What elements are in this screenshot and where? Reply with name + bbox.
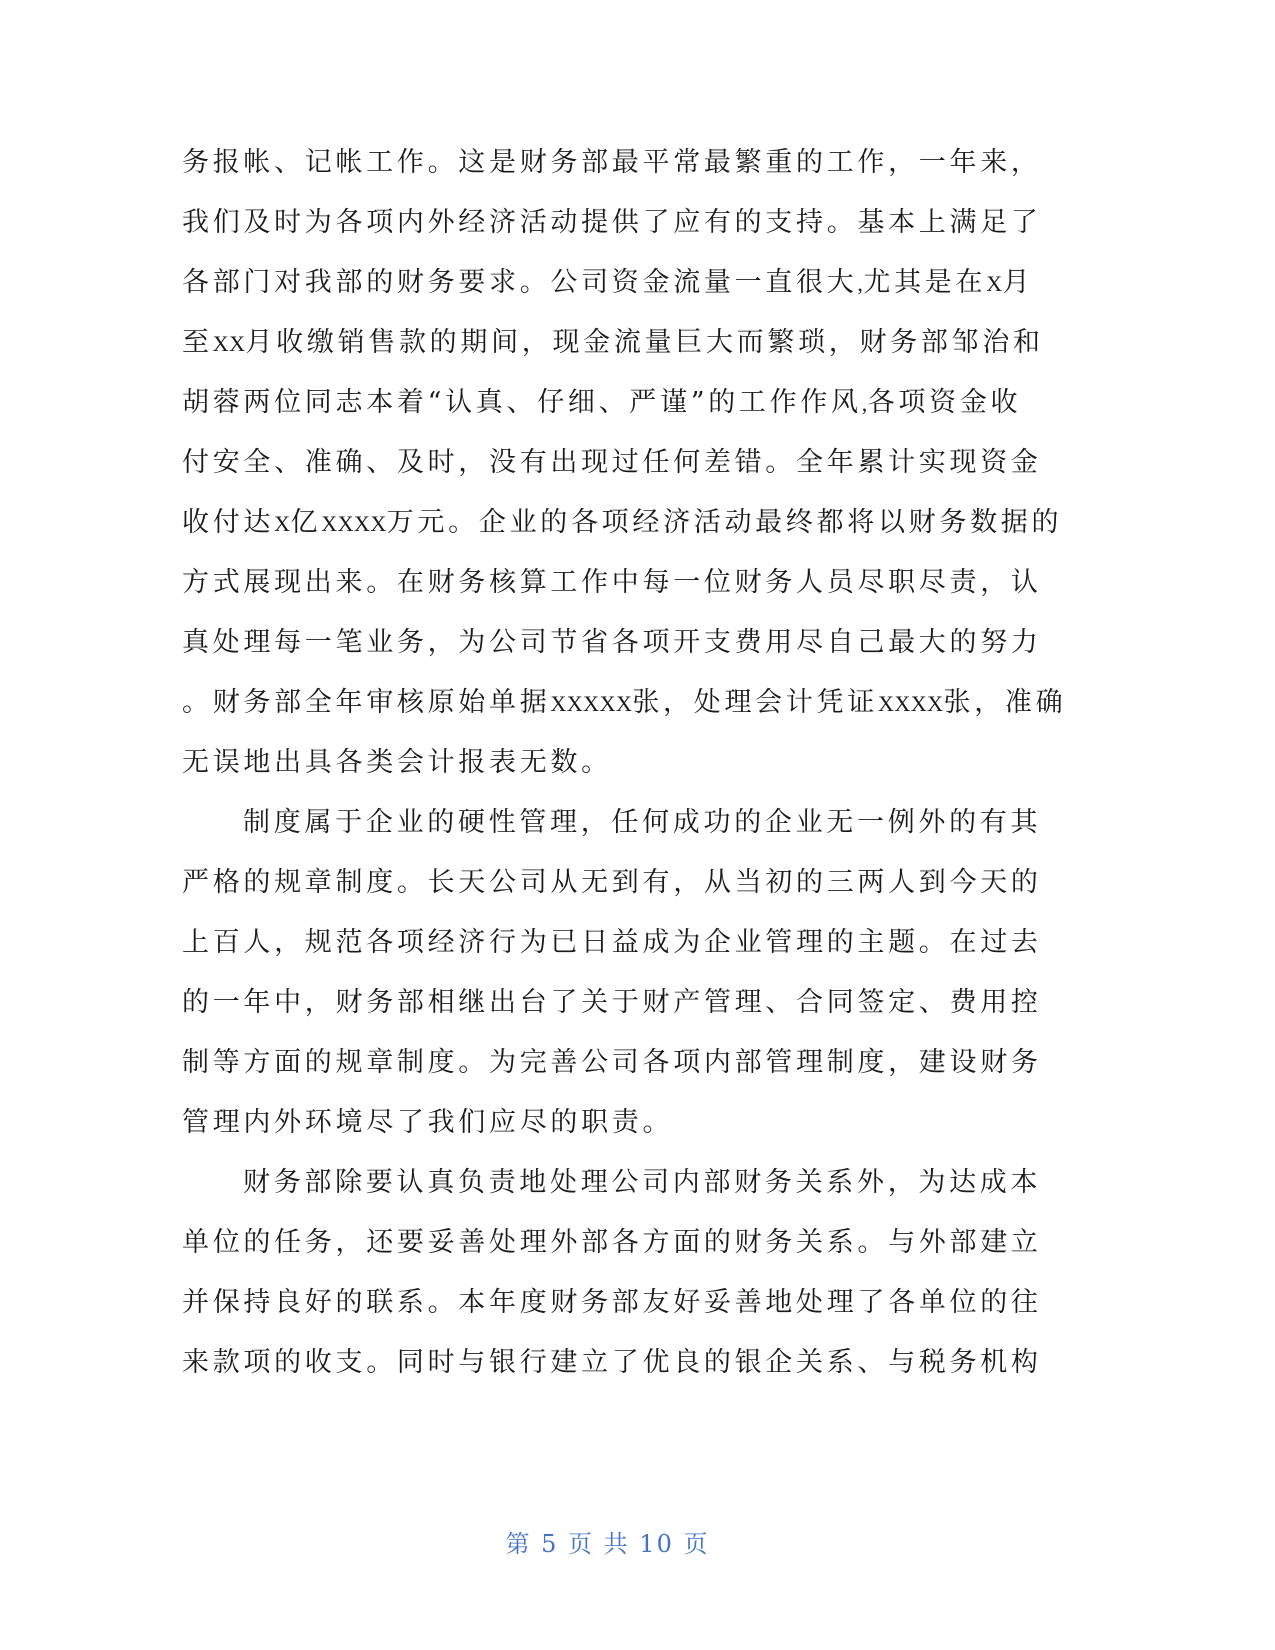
text-line: 务报帐、记帐工作。这是财务部最平常最繁重的工作，一年来，: [182, 147, 1042, 178]
text-line: 我们及时为各项内外经济活动提供了应有的支持。基本上满足了: [182, 207, 1042, 238]
text-line: 无误地出具各类会计报表无数。: [182, 747, 612, 778]
text-line: 方式展现出来。在财务核算工作中每一位财务人员尽职尽责，认: [182, 567, 1042, 598]
text-line: 来款项的收支。同时与银行建立了优良的银企关系、与税务机构: [182, 1347, 1042, 1378]
text-line: 真处理每一笔业务，为公司节省各项开支费用尽自己最大的努力: [182, 627, 1042, 658]
text-line: 并保持良好的联系。本年度财务部友好妥善地处理了各单位的往: [182, 1287, 1042, 1318]
paragraph-1: [182, 133, 1182, 793]
text-line: 的一年中，财务部相继出台了关于财产管理、合同签定、费用控: [182, 987, 1042, 1018]
paragraph-2: [182, 793, 1182, 1153]
text-line: 制等方面的规章制度。为完善公司各项内部管理制度，建设财务: [182, 1047, 1042, 1078]
page-footer: 第 5 页 共 10 页: [505, 1530, 710, 1558]
text-line: 严格的规章制度。长天公司从无到有，从当初的三两人到今天的: [182, 867, 1042, 898]
text-line: 财务部除要认真负责地处理公司内部财务关系外，为达成本: [243, 1167, 1042, 1198]
text-line: 胡蓉两位同志本着“认真、仔细、严谨”的工作作风,各项资金收: [182, 387, 1022, 418]
text-line: 至XX月收缴销售款的期间，现金流量巨大而繁琐，财务部邹治和: [182, 327, 1044, 358]
text-line: 。财务部全年审核原始单据XXXXX张，处理会计凭证XXXX张，准确: [182, 687, 1067, 718]
text-line: 单位的任务，还要妥善处理外部各方面的财务关系。与外部建立: [182, 1227, 1042, 1258]
text-line: 上百人，规范各项经济行为已日益成为企业管理的主题。在过去: [182, 927, 1042, 958]
body-text: [182, 133, 1182, 1393]
text-line: 管理内外环境尽了我们应尽的职责。: [182, 1107, 674, 1138]
text-line: 制度属于企业的硬性管理，任何成功的企业无一例外的有其: [243, 807, 1042, 838]
text-line: 各部门对我部的财务要求。公司资金流量一直很大,尤其是在X月: [182, 267, 1034, 298]
text-line: 付安全、准确、及时，没有出现过任何差错。全年累计实现资金: [182, 447, 1042, 478]
text-line: 收付达X亿XXXX万元。企业的各项经济活动最终都将以财务数据的: [182, 507, 1063, 538]
paragraph-3: [182, 1153, 1182, 1393]
